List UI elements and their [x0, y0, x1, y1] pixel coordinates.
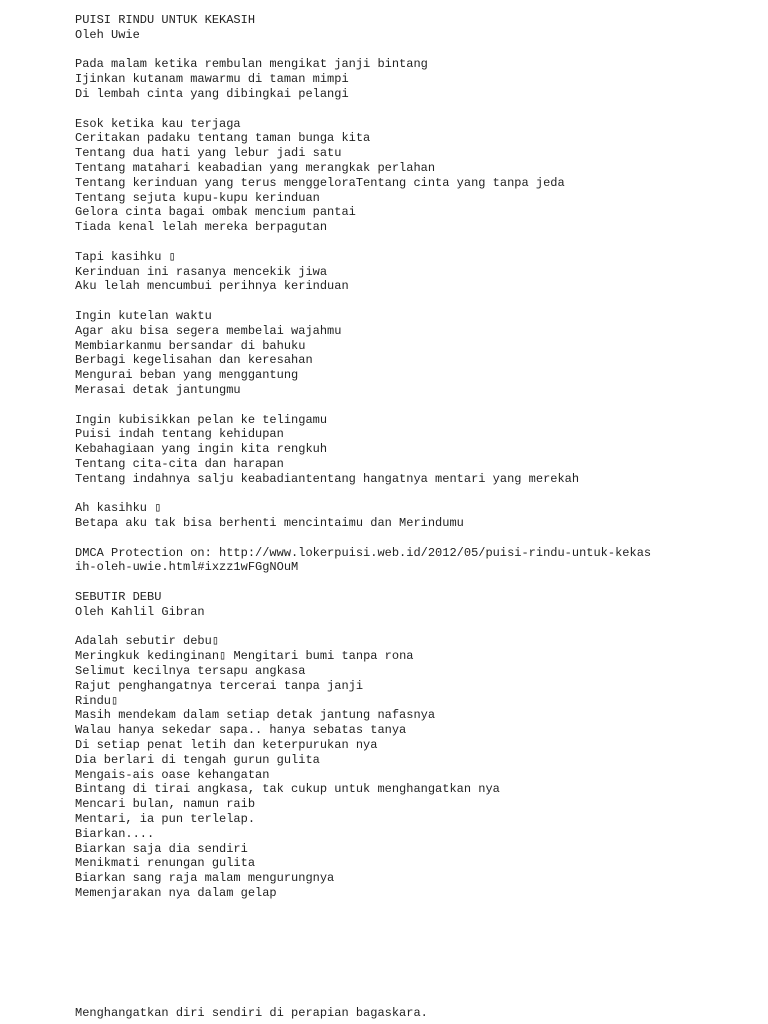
- stanza: [75, 117, 755, 235]
- poem-line: Adalah sebutir debu▯: [75, 634, 220, 649]
- poem-line: Membiarkanmu bersandar di bahuku: [75, 338, 306, 353]
- poem-line: Walau hanya sekedar sapa.. hanya sebatas tanya: [75, 723, 407, 738]
- poem-line: Memenjarakan nya dalam gelap: [75, 886, 277, 901]
- stanza: [75, 634, 755, 900]
- stanza: [75, 57, 755, 101]
- poem-line: Ingin kutelan waktu: [75, 308, 212, 323]
- poem-line: Tapi kasihku ▯: [75, 249, 176, 264]
- stanza: [75, 250, 755, 294]
- stanza: [75, 413, 755, 487]
- blank-line: [75, 575, 755, 590]
- dmca-line: ih-oleh-uwie.html#ixzz1wFGgNOuM: [75, 560, 299, 575]
- poem-line: Berbagi kegelisahan dan keresahan: [75, 353, 313, 368]
- poem-line: Mengais-ais oase kehangatan: [75, 767, 270, 782]
- poem-author: Oleh Kahlil Gibran: [75, 604, 205, 619]
- poem-line: Selimut kecilnya tersapu angkasa: [75, 664, 306, 679]
- blank-line: [75, 531, 755, 546]
- poem-line: Tiada kenal lelah mereka berpagutan: [75, 220, 328, 235]
- poem-line: Ijinkan kutanam mawarmu di taman mimpi: [75, 72, 349, 87]
- poem-line: Pada malam ketika rembulan mengikat janji bintang: [75, 57, 428, 72]
- poem-title: SEBUTIR DEBU: [75, 590, 162, 605]
- blank-line: [75, 620, 755, 635]
- blank-line: [75, 235, 755, 250]
- poem-line: Mencari bulan, namun raib: [75, 797, 256, 812]
- poem-line: Meringkuk kedinginan▯ Mengitari bumi tanpa rona: [75, 649, 414, 664]
- poem-line: Rindu▯: [75, 693, 119, 708]
- poem-line: Bintang di tirai angkasa, tak cukup untuk menghangatkan nya: [75, 782, 500, 797]
- page-bottom-line: Menghangatkan diri sendiri di perapian bagaskara.: [75, 1006, 428, 1020]
- poem-line: Dia berlari di tengah gurun gulita: [75, 752, 320, 767]
- poem-line: Puisi indah tentang kehidupan: [75, 427, 284, 442]
- blank-line: [75, 294, 755, 309]
- poem-line: Di setiap penat letih dan keterpurukan nya: [75, 738, 378, 753]
- dmca-line: DMCA Protection on: http://www.lokerpuisi.web.id/2012/05/puisi-rindu-untuk-kekas: [75, 545, 652, 560]
- poem-line: Ingin kubisikkan pelan ke telingamu: [75, 412, 328, 427]
- blank-line: [75, 398, 755, 413]
- document-body: [75, 13, 755, 901]
- poem-line: Ah kasihku ▯: [75, 501, 162, 516]
- poem-line: Tentang kerinduan yang terus menggeloraTentang cinta yang tanpa jeda: [75, 175, 565, 190]
- poem-line: Tentang dua hati yang lebur jadi satu: [75, 146, 342, 161]
- poem-line: Di lembah cinta yang dibingkai pelangi: [75, 86, 349, 101]
- poem-line: Tentang matahari keabadian yang merangkak perlahan: [75, 160, 436, 175]
- poem-line: Tentang cita-cita dan harapan: [75, 456, 284, 471]
- poem-line: Betapa aku tak bisa berhenti mencintaimu dan Merindumu: [75, 516, 464, 531]
- poem-line: Tentang sejuta kupu-kupu kerinduan: [75, 190, 320, 205]
- poem-line: Masih mendekam dalam setiap detak jantung nafasnya: [75, 708, 436, 723]
- blank-line: [75, 487, 755, 502]
- poem-line: Gelora cinta bagai ombak mencium pantai: [75, 205, 356, 220]
- poem-line: Mengurai beban yang menggantung: [75, 368, 299, 383]
- poem-title: PUISI RINDU UNTUK KEKASIH: [75, 13, 256, 27]
- poem-line: Ceritakan padaku tentang taman bunga kita: [75, 131, 371, 146]
- poem-line: Menikmati renungan gulita: [75, 856, 256, 871]
- poem-line: Aku lelah mencumbui perihnya kerinduan: [75, 279, 349, 294]
- poem-line: Biarkan sang raja malam mengurungnya: [75, 871, 335, 886]
- poem-line: Kerinduan ini rasanya mencekik jiwa: [75, 264, 328, 279]
- poem-line: Tentang indahnya salju keabadiantentang hangatnya mentari yang merekah: [75, 471, 580, 486]
- poem-line: Esok ketika kau terjaga: [75, 116, 241, 131]
- poem-line: Biarkan....: [75, 826, 155, 841]
- poem-line: Rajut penghangatnya tercerai tanpa janji: [75, 678, 364, 693]
- poem-author: Oleh Uwie: [75, 27, 140, 42]
- blank-line: [75, 43, 755, 58]
- dmca-notice: [75, 546, 755, 576]
- blank-line: [75, 102, 755, 117]
- poem-line: Mentari, ia pun terlelap.: [75, 812, 256, 827]
- stanza: [75, 501, 755, 531]
- poem-line: Biarkan saja dia sendiri: [75, 841, 248, 856]
- poem-line: Merasai detak jantungmu: [75, 382, 241, 397]
- poem-line: Kebahagiaan yang ingin kita rengkuh: [75, 442, 328, 457]
- stanza: [75, 309, 755, 398]
- poem-line: Agar aku bisa segera membelai wajahmu: [75, 323, 342, 338]
